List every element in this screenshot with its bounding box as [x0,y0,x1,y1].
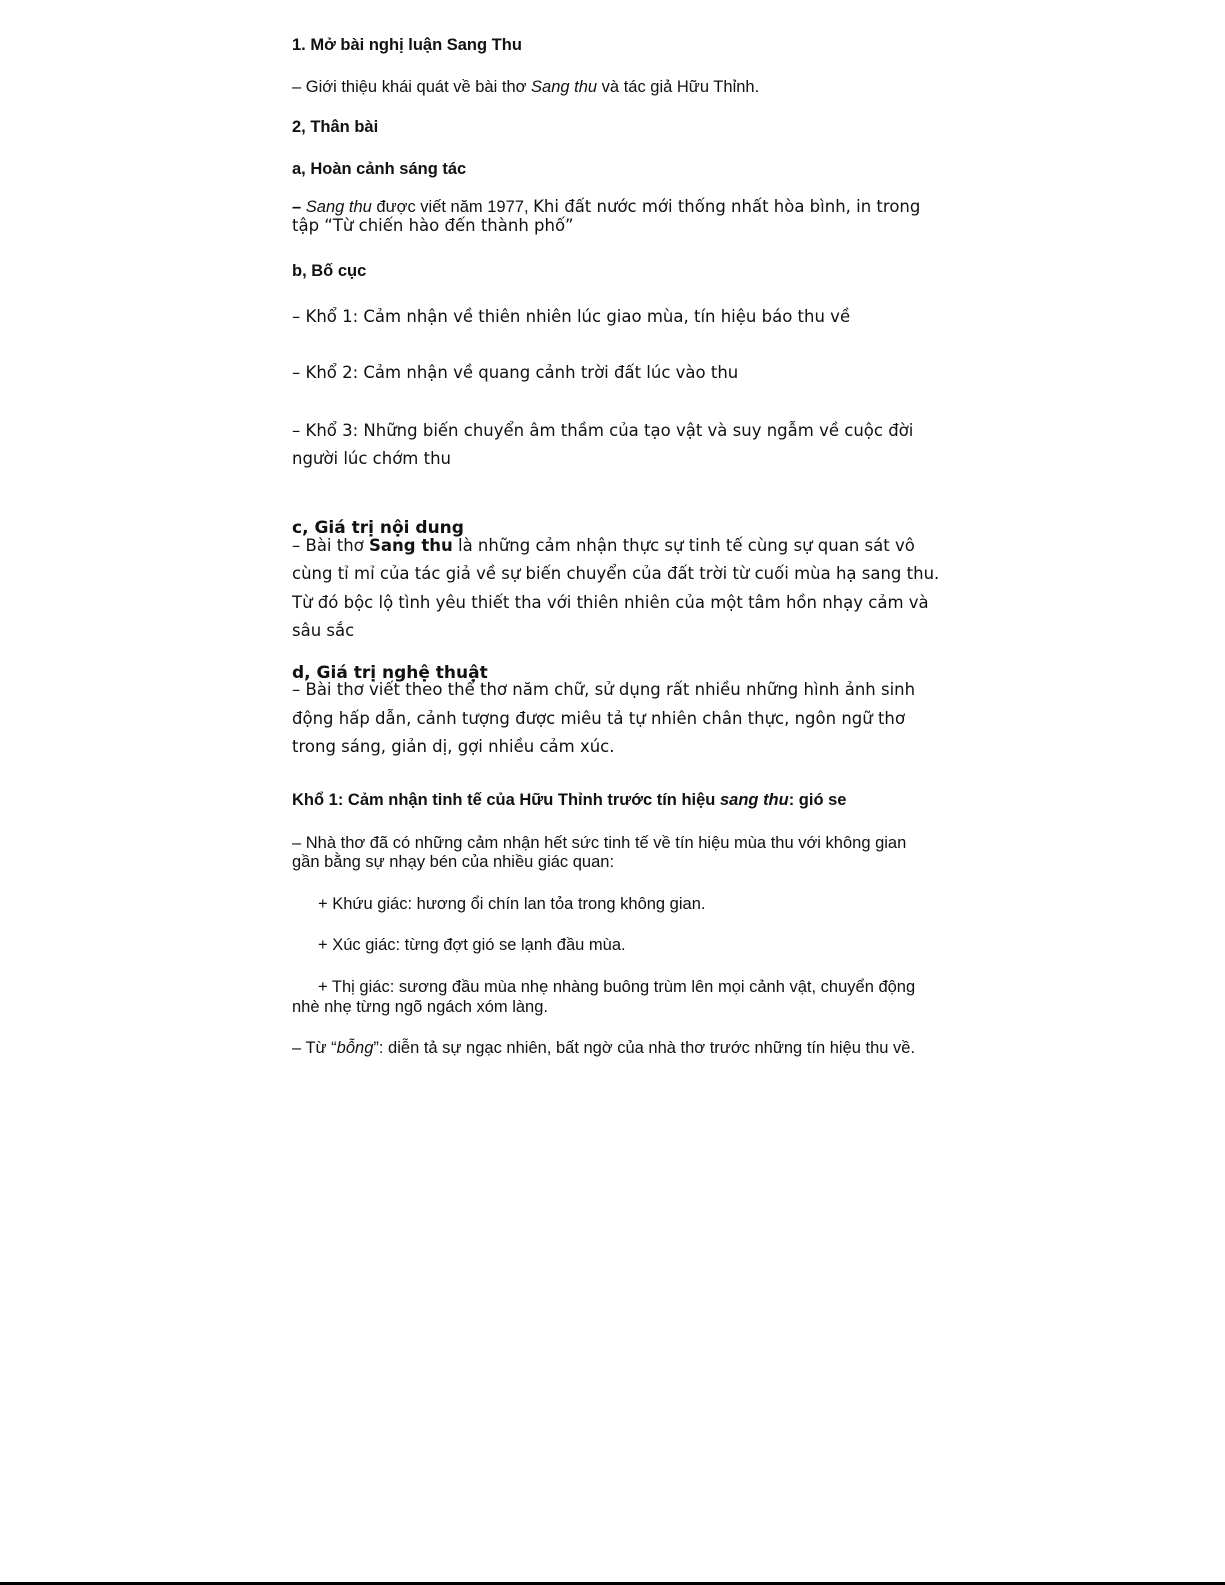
subsection-d-heading: d, Giá trị nghệ thuật [292,663,488,683]
art-value-line-1: – Bài thơ viết theo thể thơ năm chữ, sử dụng rất nhiều những hình ảnh sinh [292,680,916,699]
subsection-b-heading: b, Bố cục [292,262,367,280]
stanza-1-last-line [292,1039,915,1058]
last-line-text-end: ”: diễn tả sự ngạc nhiên, bất ngờ của nhà thơ trước những tín hiệu thu về. [373,1039,916,1057]
poem-title: Sang thu [531,78,598,96]
context-line-2: tập “Từ chiến hào đến thành phố” [292,216,574,235]
layout-stanza-3-line-1: – Khổ 3: Những biến chuyển âm thầm của tạo vật và suy ngẫm về cuộc đời [292,421,914,440]
stanza-1-line-2: gần bằng sự nhạy bén của nhiều giác quan: [292,853,615,871]
bullet-sight-line-2: nhè nhẹ từng ngõ ngách xóm làng. [292,998,548,1016]
intro-text-end: và tác giả Hữu Thỉnh. [597,78,760,96]
subsection-c-heading: c, Giá trị nội dung [292,518,464,538]
emphasized-word: bỗng [336,1039,374,1057]
heading-text: Khổ 1: Cảm nhận tinh tế của Hữu Thỉnh trước tín hiệu [292,791,720,809]
last-line-text: – Từ “ [292,1039,337,1057]
bullet-smell: + Khứu giác: hương ổi chín lan tỏa trong không gian. [318,895,706,913]
bullet-touch: + Xúc giác: từng đợt gió se lạnh đầu mùa. [318,936,626,954]
bullet-sight-line-1: + Thị giác: sương đầu mùa nhẹ nhàng buông trùm lên mọi cảnh vật, chuyển động [318,978,916,996]
content-text-end: là những cảm nhận thực sự tinh tế cùng sự quan sát vô [452,536,915,555]
layout-stanza-3-line-2: người lúc chớm thu [292,449,451,468]
context-line-1 [292,197,920,217]
stanza-1-line-1: – Nhà thơ đã có những cảm nhận hết sức tinh tế về tín hiệu mùa thu với không gian [292,834,907,852]
context-text-rest: Khi đất nước mới thống nhất hòa bình, in trong [533,197,921,216]
section-1-intro [292,78,759,97]
intro-text: – Giới thiệu khái quát về bài thơ [292,78,532,96]
context-text: được viết năm 1977, [371,198,534,216]
content-text: – Bài thơ [292,536,370,555]
art-value-line-2: động hấp dẫn, cảnh tượng được miêu tả tự nhiên chân thực, ngôn ngữ thơ [292,709,905,728]
content-value-line-2: cùng tỉ mỉ của tác giả về sự biến chuyển của đất trời từ cuối mùa hạ sang thu. [292,564,940,583]
poem-title: sang thu [719,791,789,809]
section-2-heading: 2, Thân bài [292,118,379,136]
subsection-a-heading: a, Hoàn cảnh sáng tác [292,160,467,178]
heading-text-end: : gió se [788,791,847,809]
layout-stanza-2: – Khổ 2: Cảm nhận về quang cảnh trời đất lúc vào thu [292,363,739,382]
dash: – [292,198,306,216]
art-value-line-3: trong sáng, giản dị, gợi nhiều cảm xúc. [292,737,615,756]
poem-title: Sang thu [305,198,372,216]
layout-stanza-1: – Khổ 1: Cảm nhận về thiên nhiên lúc giao mùa, tín hiệu báo thu về [292,307,851,326]
poem-title: Sang thu [369,536,453,555]
content-value-line-3: Từ đó bộc lộ tình yêu thiết tha với thiên nhiên của một tâm hồn nhạy cảm và [292,593,929,612]
stanza-1-heading [292,791,846,810]
section-1-heading: 1. Mở bài nghị luận Sang Thu [292,36,522,54]
content-value-line-4: sâu sắc [292,621,355,640]
content-value-line-1 [292,536,915,555]
